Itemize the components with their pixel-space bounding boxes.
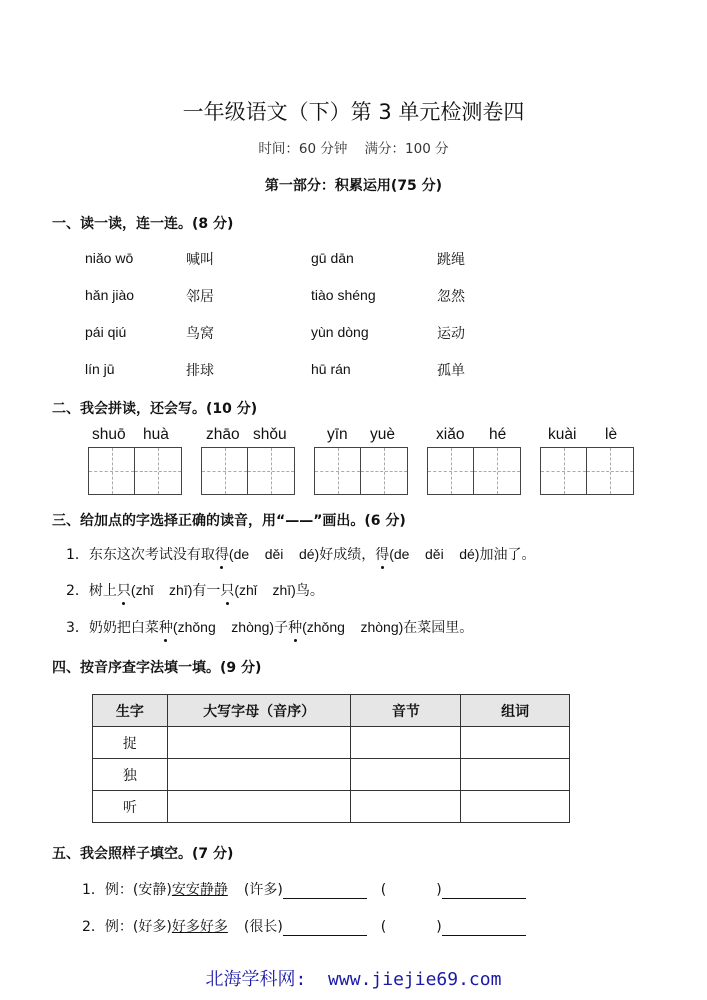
answer-cell[interactable]: [461, 759, 570, 791]
q5-example-label: 例：(安静): [104, 882, 172, 898]
q2-writing-grid[interactable]: [427, 447, 521, 495]
q3-text: 好成绩，: [319, 547, 376, 563]
q2-writing-grid[interactable]: [540, 447, 634, 495]
writing-cell[interactable]: [89, 448, 135, 494]
q3-dotted-char: 得: [215, 544, 229, 564]
q3-text: 鸟。: [295, 583, 324, 599]
q2-heading: 二、我会拼读，还会写。(10 分): [52, 401, 258, 417]
footer-watermark[interactable]: 北海学科网: www.jiejie69.com: [205, 969, 502, 990]
q3-heading: 三、给加点的字选择正确的读音，用“——”画出。(6 分): [52, 513, 406, 529]
q1-pinyin-right: yùn dòng: [311, 324, 369, 340]
paren-left: (: [380, 919, 387, 935]
answer-cell[interactable]: [167, 759, 351, 791]
paren-right: ): [436, 882, 442, 898]
q3-text: 奶奶把白菜: [88, 620, 159, 636]
q4-lookup-table: [92, 694, 570, 823]
q3-dotted-char: 种: [288, 617, 302, 637]
time-score-info: 时间：60 分钟 满分：100 分: [258, 141, 449, 157]
q3-options[interactable]: (de děi dé): [389, 546, 480, 562]
table-row: [93, 791, 570, 823]
q2-pinyin: zhāo: [206, 426, 240, 443]
answer-blank[interactable]: [442, 921, 526, 936]
writing-cell[interactable]: [202, 448, 248, 494]
q4-heading: 四、按音序查字法填一填。(9 分): [52, 660, 262, 676]
answer-cell[interactable]: [351, 727, 461, 759]
col-header: 音节: [351, 695, 461, 727]
page-title: 一年级语文（下）第 3 单元检测卷四: [182, 100, 525, 124]
q3-num: 2．: [66, 583, 89, 599]
answer-blank[interactable]: [442, 884, 526, 899]
q5-prompt: (许多): [243, 882, 283, 898]
writing-cell[interactable]: [135, 448, 181, 494]
q1-pinyin-left: pái qiú: [85, 324, 127, 340]
q2-pinyin: shǒu: [253, 426, 287, 443]
q5-prompt: (很长): [243, 919, 283, 935]
q3-options[interactable]: (zhǐ zhī): [130, 582, 193, 598]
writing-cell[interactable]: [361, 448, 407, 494]
paren-left: (: [380, 882, 387, 898]
q2-pinyin: yuè: [370, 426, 395, 443]
answer-cell[interactable]: [351, 791, 461, 823]
q3-text: 子: [274, 620, 289, 636]
table-row: [93, 759, 570, 791]
q1-word-left: 喊叫: [186, 252, 214, 268]
writing-cell[interactable]: [428, 448, 474, 494]
q3-dotted-char: 只: [117, 580, 131, 600]
writing-cell[interactable]: [248, 448, 294, 494]
q3-sentence-2: [66, 580, 324, 600]
q3-options[interactable]: (de děi dé): [228, 546, 320, 562]
q1-word-right: 跳绳: [437, 252, 465, 268]
q3-text: 树上: [88, 583, 117, 599]
writing-cell[interactable]: [541, 448, 587, 494]
q5-row-1: [82, 879, 526, 899]
writing-cell[interactable]: [315, 448, 361, 494]
q3-text: 加油了。: [479, 547, 536, 563]
writing-cell[interactable]: [587, 448, 633, 494]
q3-sentence-1: [66, 544, 535, 564]
table-header-row: [93, 695, 570, 727]
answer-cell[interactable]: [167, 727, 351, 759]
q3-options[interactable]: (zhǒng zhòng): [172, 619, 275, 635]
q3-sentence-3: [66, 617, 473, 637]
q2-pinyin: lè: [605, 426, 618, 443]
q3-dotted-char: 种: [159, 617, 173, 637]
q3-dotted-char: 得: [375, 544, 389, 564]
q1-pinyin-left: niǎo wō: [85, 250, 134, 266]
writing-cell[interactable]: [474, 448, 520, 494]
q3-num: 3．: [66, 620, 89, 636]
q2-writing-grid[interactable]: [314, 447, 408, 495]
q3-num: 1．: [66, 547, 89, 563]
q1-word-right: 忽然: [437, 289, 465, 305]
q1-word-left: 鸟窝: [186, 326, 214, 342]
char-cell: 听: [93, 791, 168, 823]
q1-pinyin-right: hū rán: [311, 361, 351, 377]
q2-pinyin: hé: [489, 426, 507, 443]
q5-example: 好多好多: [171, 919, 228, 935]
char-cell: 独: [93, 759, 168, 791]
answer-cell[interactable]: [167, 791, 351, 823]
q1-word-left: 邻居: [186, 289, 214, 305]
part-one-heading: 第一部分：积累运用(75 分): [264, 178, 443, 194]
q1-pinyin-left: hǎn jiào: [85, 287, 135, 303]
answer-cell[interactable]: [461, 791, 570, 823]
q5-example-label: 例：(好多): [104, 919, 172, 935]
q2-pinyin: xiǎo: [436, 426, 465, 443]
answer-blank[interactable]: [283, 884, 367, 899]
q3-options[interactable]: (zhǒng zhòng): [302, 619, 404, 635]
q1-word-left: 排球: [186, 363, 214, 379]
q1-heading: 一、读一读，连一连。(8 分): [52, 216, 234, 232]
q1-word-right: 运动: [437, 326, 465, 342]
q5-example: 安安静静: [171, 882, 228, 898]
q5-num: 2．: [82, 919, 105, 935]
q2-pinyin: yīn: [327, 426, 348, 443]
q2-pinyin: huà: [143, 426, 169, 443]
q5-num: 1．: [82, 882, 105, 898]
char-cell: 捉: [93, 727, 168, 759]
answer-blank[interactable]: [283, 921, 367, 936]
q1-pinyin-right: gū dān: [311, 250, 354, 266]
table-row: [93, 727, 570, 759]
q2-pinyin: shuō: [92, 426, 126, 443]
q1-word-right: 孤单: [437, 363, 465, 379]
q2-writing-grid[interactable]: [201, 447, 295, 495]
col-header: 组词: [461, 695, 570, 727]
q2-writing-grid[interactable]: [88, 447, 182, 495]
q3-text: 有一: [192, 583, 221, 599]
answer-cell[interactable]: [351, 759, 461, 791]
q3-text: 在菜园里。: [403, 620, 474, 636]
q3-text: 东东这次考试没有取: [88, 547, 215, 563]
q3-dotted-char: 只: [220, 580, 234, 600]
answer-cell[interactable]: [461, 727, 570, 759]
q1-pinyin-right: tiào shéng: [311, 287, 376, 303]
paren-right: ): [436, 919, 442, 935]
col-header: 生字: [93, 695, 168, 727]
col-header: 大写字母（音序）: [167, 695, 351, 727]
q3-options[interactable]: (zhǐ zhī): [234, 582, 296, 598]
q5-heading: 五、我会照样子填空。(7 分): [52, 846, 234, 862]
q1-pinyin-left: lín jū: [85, 361, 115, 377]
q5-row-2: [82, 916, 526, 936]
q2-pinyin: kuài: [548, 426, 577, 443]
